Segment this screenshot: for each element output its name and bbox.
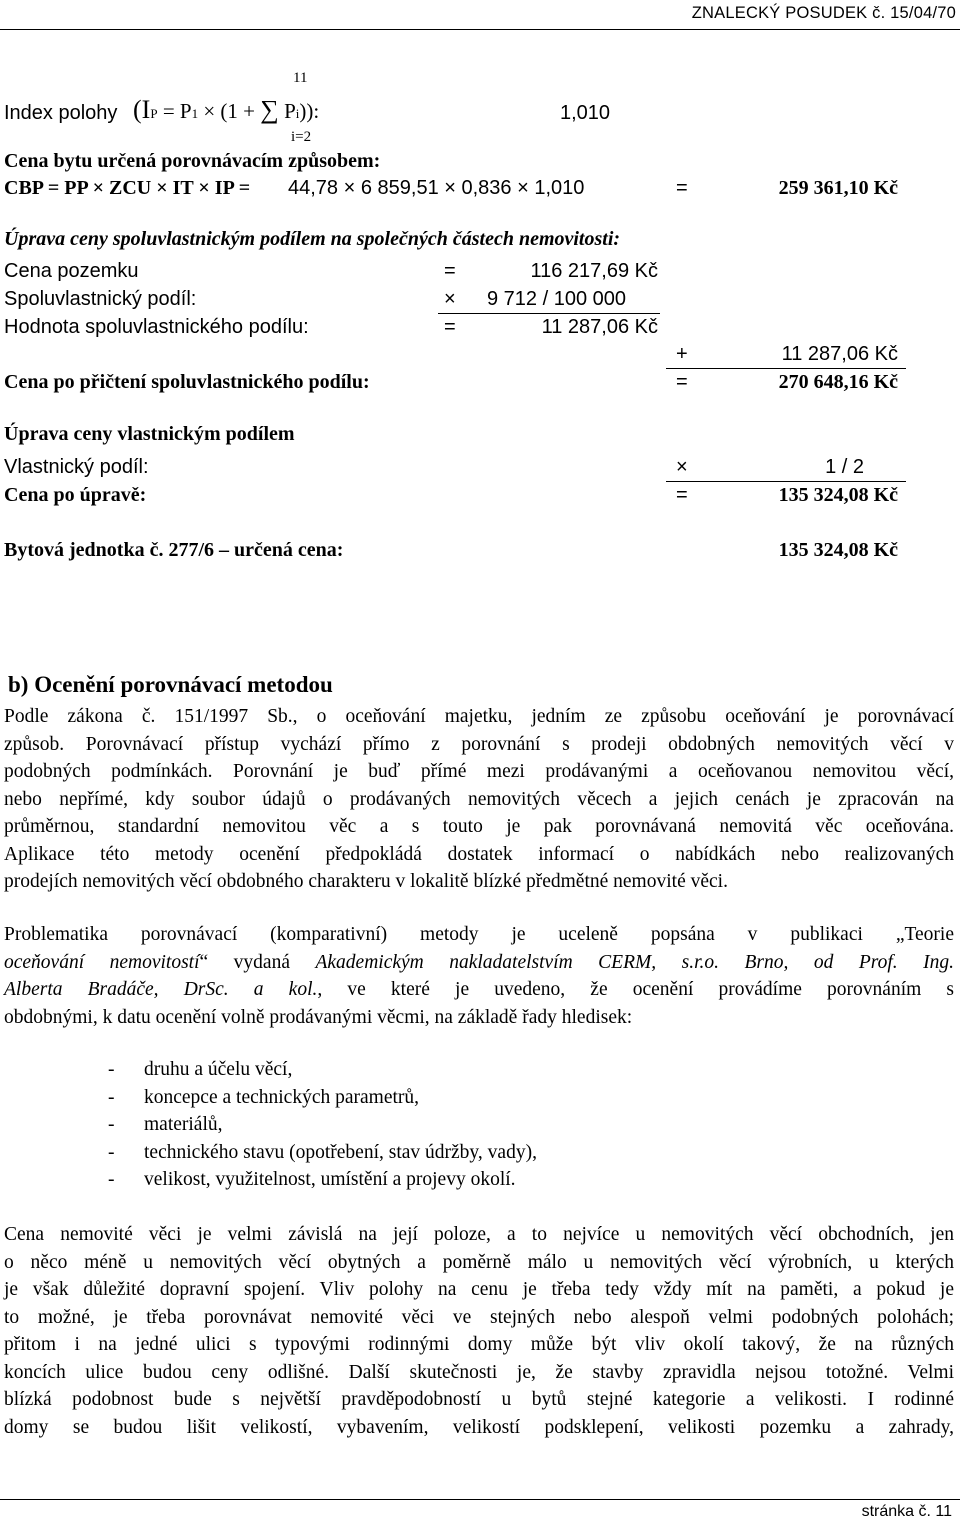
vlastn-after-label: Cena po úpravě:	[4, 484, 147, 506]
dash-bullet: -	[108, 1059, 115, 1080]
section-b-heading: b) Ocenění porovnávací metodou	[8, 672, 333, 697]
unit-label: Bytová jednotka č. 277/6 – určená cena:	[4, 539, 344, 561]
spoluvl-rule	[438, 313, 660, 314]
section-b-paragraph-3	[4, 1221, 954, 1441]
formula-part-c: × (1 +	[203, 99, 256, 123]
paragraph-line: obdobnými, k datu ocenění volně prodávanými věcmi, na základě řady hledisek:	[4, 1006, 633, 1028]
footer-rule	[0, 1499, 960, 1500]
formula-label: Index polohy	[4, 102, 118, 124]
byt-calc-values: 44,78 × 6 859,51 × 0,836 × 1,010	[288, 177, 585, 199]
spoluvl-row-value: 9 712 / 100 000	[486, 288, 626, 310]
formula-sub-i: i	[295, 106, 300, 121]
formula-sum-top: 11	[293, 70, 308, 86]
paragraph-line: podobných podmínkách. Porovnání je buď přímé mezi prodávanými a oceňovanou nemovitou věcí,	[4, 761, 954, 782]
list-item-text: materiálů,	[144, 1114, 223, 1135]
paragraph-line: Problematika porovnávací (komparativní) metody je uceleně popsána v publikaci „Teorie	[4, 924, 954, 945]
paragraph-line: způsob. Porovnávací přístup vychází přímo z porovnání s prodeji obdobných nemovitých věcí v	[4, 733, 954, 755]
publisher-name: Akademickým nakladatelstvím CERM, s.r.o. Brno, od Prof. Ing.	[315, 951, 954, 973]
paragraph-line: prodejích nemovitých věcí obdobného charakteru v lokalitě blízké předmětné nemovité věci.	[4, 871, 728, 892]
list-item-text: velikost, využitelnost, umístění a projevy okolí.	[144, 1169, 516, 1190]
formula-sub-p: P	[150, 106, 158, 121]
list-item	[108, 1084, 537, 1112]
section-b-paragraph-1	[4, 703, 954, 896]
spoluvl-row-value: 11 287,06 Kč	[541, 316, 658, 338]
spoluvl-row-label: Spoluvlastnický podíl:	[4, 288, 197, 310]
spoluvl-row-op: ×	[444, 288, 456, 310]
paragraph-line: průměrnou, standardní nemovitou věc a s touto je pak porovnávaná nemovitá věc oceňována.	[4, 816, 954, 837]
section-b-paragraph-2	[4, 921, 954, 1031]
paragraph-line: to možné, je třeba porovnávat nemovité věci ve stejných nebo alespoň velmi podobných polohách;	[4, 1306, 954, 1328]
formula-part-a: (I	[133, 95, 151, 124]
formula-part-b: = P	[162, 99, 192, 123]
list-item	[108, 1139, 537, 1167]
paragraph-line: je však důležité dopravní spojení. Vliv polohy na cenu je třeba tedy vždy mít na paměti, a pokud je	[4, 1279, 954, 1300]
list-item-text: technického stavu (opotřebení, stav údržby, vady),	[144, 1141, 537, 1163]
spoluvl-row-value: 116 217,69 Kč	[530, 260, 658, 282]
paragraph-line: blízká podobnost bude s největší pravděpodobností u bytů stejné kategorie a velikosti. I rodinné	[4, 1389, 954, 1410]
spoluvl-heading: Úprava ceny spoluvlastnickým podílem na společných částech nemovitosti:	[4, 228, 621, 250]
vlastn-share-label: Vlastnický podíl:	[4, 456, 149, 478]
list-item-text: druhu a účelu věcí,	[144, 1059, 293, 1080]
formula-sub-1: 1	[191, 106, 199, 121]
list-item	[108, 1056, 537, 1084]
sigma-icon: ∑	[260, 95, 279, 124]
paragraph-line: o něco méně u nemovitých věcí obytných a poměrně málo u nemovitých věcí výrobních, u kterých	[4, 1251, 954, 1273]
paragraph-line: nebo nepřímé, kdy soubor údajů o prodávaných nemovitých věcech a jejich cenách je zpracován na	[4, 788, 954, 810]
vlastn-heading: Úprava ceny vlastnickým podílem	[4, 423, 295, 445]
list-item-text: koncepce a technických parametrů,	[144, 1086, 420, 1108]
formula-value: 1,010	[560, 102, 611, 124]
paragraph-line-mixed	[4, 976, 954, 1004]
formula-part-d: P	[284, 99, 296, 123]
paragraph-line: Cena nemovité věci je velmi závislá na její poloze, a to nejvíce u nemovitých věcí obchodních, jen	[4, 1224, 954, 1245]
paragraph-line: koncích ulice budou ceny odlišné. Další skutečnosti je, že stavby zpravidla nejsou totožné. Velmi	[4, 1361, 954, 1383]
byt-heading: Cena bytu určená porovnávacím způsobem:	[4, 150, 381, 172]
paragraph-fragment: “ vydaná	[199, 951, 316, 973]
list-item	[108, 1166, 537, 1194]
paragraph-line: domy se budou lišit velikostí, vybavením, velikostí podsklepení, velikosti pozemku a zahrady,	[4, 1416, 954, 1438]
spoluvl-plus-op: +	[676, 343, 688, 365]
byt-eq: =	[676, 177, 688, 199]
paragraph-line-mixed	[4, 949, 954, 977]
formula-sum-bottom: i=2	[291, 129, 312, 145]
formula-part-e: )):	[299, 99, 320, 123]
formula-expression	[133, 95, 319, 125]
vlastn-rule	[666, 481, 906, 482]
spoluvl-row-label: Cena pozemku	[4, 260, 139, 282]
vlastn-share-value: 1 / 2	[825, 456, 864, 478]
dash-bullet: -	[108, 1114, 115, 1135]
paragraph-line: Aplikace této metody ocenění předpokládá dostatek informací o nabídkách nebo realizovaných	[4, 843, 954, 865]
unit-value: 135 324,08 Kč	[778, 539, 898, 561]
spoluvl-total-op: =	[676, 371, 688, 393]
publication-title: oceňování nemovitostí	[4, 951, 200, 973]
spoluvl-row-op: =	[444, 260, 456, 282]
criteria-list	[108, 1056, 537, 1194]
byt-calc-left: CBP = PP × ZCU × IT × IP =	[4, 177, 251, 199]
byt-result: 259 361,10 Kč	[778, 177, 898, 199]
dash-bullet: -	[108, 1141, 115, 1163]
document-header	[692, 4, 956, 23]
spoluvl-total-value: 270 648,16 Kč	[778, 371, 898, 393]
paragraph-fragment: , ve které je uvedeno, že ocenění provádíme porovnáním s	[317, 979, 955, 1000]
dash-bullet: -	[108, 1086, 115, 1108]
paragraph-line: přitom i na jedné ulici s typovými rodinnými domy může být vliv okolí takový, že na různých	[4, 1334, 954, 1355]
spoluvl-row-label: Hodnota spoluvlastnického podílu:	[4, 316, 309, 338]
list-item	[108, 1111, 537, 1139]
spoluvl-row-op: =	[444, 316, 456, 338]
header-title: ZNALECKÝ POSUDEK č. 15/04/70	[691, 4, 956, 22]
paragraph-line: Podle zákona č. 151/1997 Sb., o oceňování majetku, jedním ze způsobu oceňování je porovnávací	[4, 706, 954, 727]
spoluvl-total-label: Cena po přičtení spoluvlastnického podílu:	[4, 371, 370, 393]
spoluvl-total-rule	[666, 368, 906, 369]
dash-bullet: -	[108, 1169, 115, 1190]
footer-page-number: stránka č. 11	[861, 1503, 952, 1520]
header-rule	[0, 29, 960, 30]
vlastn-share-op: ×	[676, 456, 688, 478]
author-name: Alberta Bradáče, DrSc. a kol.	[4, 979, 318, 1000]
vlastn-after-op: =	[676, 484, 688, 506]
spoluvl-plus-value: 11 287,06 Kč	[781, 343, 898, 365]
vlastn-after-value: 135 324,08 Kč	[778, 484, 898, 506]
